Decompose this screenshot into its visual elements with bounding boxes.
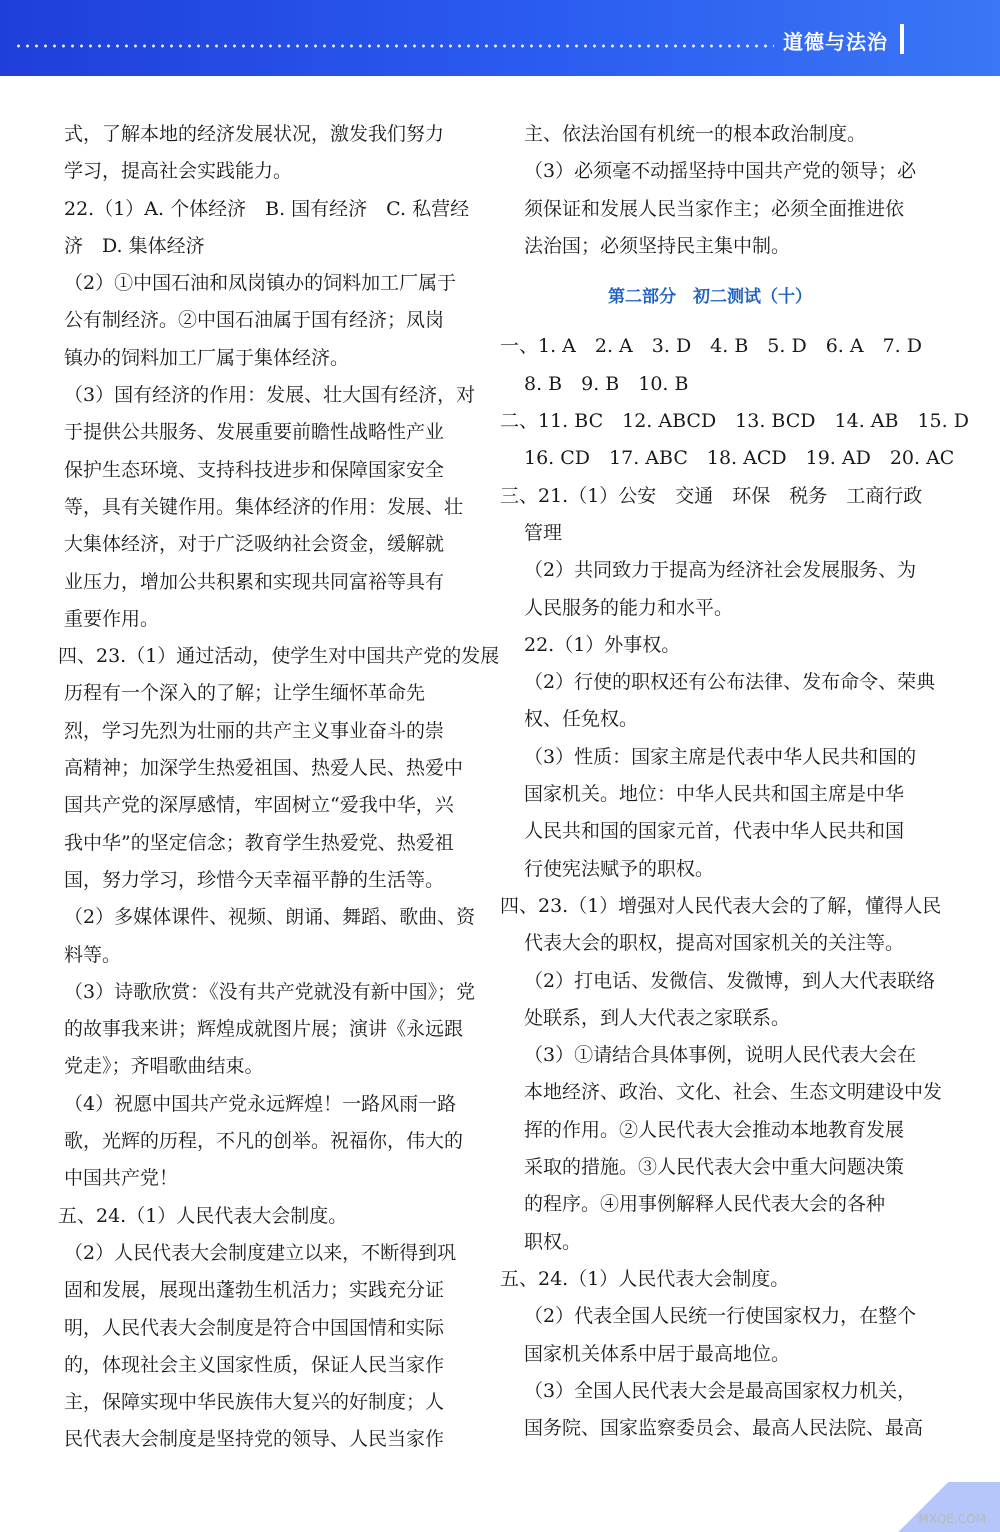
- text-line: 中国共产党！: [64, 1167, 179, 1190]
- text-line: 高精神；加深学生热爱祖国、热爱人民、热爱中: [64, 757, 464, 780]
- text-line: 公有制经济。②中国石油属于国有经济；凤岗: [64, 309, 445, 332]
- text-line: （3）①请结合具体事例，说明人民代表大会在: [524, 1044, 917, 1067]
- text-line: 国家机关体系中居于最高地位。: [524, 1342, 791, 1365]
- text-line: 主、依法治国有机统一的根本政治制度。: [524, 123, 867, 145]
- text-line: （2）人民代表大会制度建立以来，不断得到巩: [64, 1241, 457, 1264]
- text-line: （3）国有经济的作用：发展、壮大国有经济，对: [64, 384, 476, 407]
- text-line: 烈，学习先烈为壮丽的共产主义事业奋斗的崇: [64, 719, 445, 742]
- text-line: （2）多媒体课件、视频、朗诵、舞蹈、歌曲、资: [64, 906, 476, 929]
- text-line: 主，保障实现中华民族伟大复兴的好制度；人: [64, 1391, 445, 1414]
- text-line: 一、1. A 2. A 3. D 4. B 5. D 6. A 7. D: [500, 335, 922, 358]
- text-line: 的程序。④用事例解释人民代表大会的各种: [524, 1193, 886, 1216]
- text-line: 22.（1）A. 个体经济 B. 国有经济 C. 私营经: [64, 197, 470, 220]
- text-line: 重要作用。: [64, 607, 160, 630]
- text-line: 业压力，增加公共积累和实现共同富裕等具有: [64, 570, 445, 593]
- text-line: 三、21.（1）公安 交通 环保 税务 工商行政: [500, 484, 923, 507]
- right-column: [500, 116, 969, 1447]
- right-top-block: [500, 116, 920, 265]
- text-line: 济 D. 集体经济: [64, 234, 205, 257]
- text-line: 等，具有关键作用。集体经济的作用：发展、壮: [64, 495, 464, 518]
- text-line: 式，了解本地的经济发展状况，激发我们努力: [64, 123, 445, 145]
- text-line: 法治国；必须坚持民主集中制。: [524, 234, 791, 257]
- text-line: （2）①中国石油和凤岗镇办的饲料加工厂属于: [64, 272, 457, 295]
- text-line: （2）代表全国人民统一行使国家权力，在整个: [524, 1305, 917, 1328]
- text-line: 国家机关。地位：中华人民共和国主席是中华: [524, 783, 905, 806]
- left-column: [58, 116, 500, 1459]
- subject-title: 道德与法治: [783, 30, 888, 54]
- text-line: （4）祝愿中国共产党永远辉煌！一路风雨一路: [64, 1092, 457, 1115]
- text-line: 大集体经济，对于广泛吸纳社会资金，缓解就: [64, 533, 445, 556]
- text-line: 22.（1）外事权。: [524, 633, 681, 656]
- text-line: 五、24.（1）人民代表大会制度。: [58, 1204, 348, 1227]
- text-line: 党走》；齐唱歌曲结束。: [64, 1055, 264, 1078]
- header-dotted-line: [14, 44, 774, 48]
- text-line: 权、任免权。: [524, 708, 639, 731]
- text-line: （2）行使的职权还有公布法律、发布命令、荣典: [524, 671, 936, 694]
- text-line: 代表大会的职权，提高对国家机关的关注等。: [524, 932, 905, 955]
- text-line: 16. CD 17. ABC 18. ACD 19. AD 20. AC: [524, 447, 955, 470]
- text-line: 本地经济、政治、文化、社会、生态文明建设中发: [524, 1081, 943, 1104]
- text-line: 镇办的饲料加工厂属于集体经济。: [64, 346, 350, 369]
- text-line: 的，体现社会主义国家性质，保证人民当家作: [64, 1353, 445, 1376]
- text-line: （2）共同致力于提高为经济社会发展服务、为: [524, 559, 917, 582]
- header-band: [0, 0, 1000, 76]
- text-line: 8. B 9. B 10. B: [524, 372, 689, 395]
- text-line: 于提供公共服务、发展重要前瞻性战略性产业: [64, 421, 445, 444]
- text-line: （2）打电话、发微信、发微博，到人大代表联络: [524, 969, 936, 992]
- text-line: （3）诗歌欣赏：《没有共产党就没有新中国》；党: [64, 980, 476, 1003]
- text-line: 采取的措施。③人民代表大会中重大问题决策: [524, 1156, 905, 1179]
- text-line: 的故事我来讲；辉煌成就图片展；演讲《永远跟: [64, 1018, 464, 1041]
- text-line: 国共产党的深厚感情，牢固树立“爱我中华，兴: [64, 794, 454, 817]
- text-line: 固和发展，展现出蓬勃生机活力；实践充分证: [64, 1279, 445, 1302]
- text-line: 处联系，到人大代表之家联系。: [524, 1006, 791, 1029]
- right-main-block: [500, 328, 969, 1447]
- text-line: 须保证和发展人民当家作主；必须全面推进依: [524, 197, 905, 220]
- text-line: 四、23.（1）通过活动，使学生对中国共产党的发展: [58, 645, 500, 668]
- text-line: 国务院、国家监察委员会、最高人民法院、最高: [524, 1417, 924, 1440]
- text-line: 五、24.（1）人民代表大会制度。: [500, 1267, 790, 1290]
- text-line: 挥的作用。②人民代表大会推动本地教育发展: [524, 1118, 905, 1141]
- text-line: 我中华”的坚定信念；教育学生热爱党、热爱祖: [64, 831, 454, 854]
- text-line: 人民共和国的国家元首，代表中华人民共和国: [524, 820, 905, 843]
- header-divider: [900, 24, 904, 54]
- text-line: 明，人民代表大会制度是符合中国国情和实际: [64, 1316, 445, 1339]
- text-line: 国，努力学习，珍惜今天幸福平静的生活等。: [64, 868, 445, 891]
- text-line: 保护生态环境、支持科技进步和保障国家安全: [64, 458, 445, 481]
- text-line: （3）性质：国家主席是代表中华人民共和国的: [524, 745, 917, 768]
- text-line: 管理: [524, 521, 563, 544]
- text-line: 人民服务的能力和水平。: [524, 596, 734, 619]
- text-line: 四、23.（1）增强对人民代表大会的了解，懂得人民: [500, 894, 942, 917]
- text-line: 歌，光辉的历程，不凡的创举。祝福你，伟大的: [64, 1130, 464, 1153]
- text-line: 二、11. BC 12. ABCD 13. BCD 14. AB 15. D: [500, 410, 969, 433]
- text-line: 历程有一个深入的了解；让学生缅怀革命先: [64, 682, 426, 705]
- text-line: （3）全国人民代表大会是最高国家权力机关，: [524, 1379, 917, 1402]
- section-heading: 第二部分 初二测试（十）: [608, 287, 812, 308]
- watermark-text: MXQE.COM: [918, 1512, 986, 1526]
- text-line: （3）必须毫不动摇坚持中国共产党的领导；必: [524, 160, 917, 183]
- text-line: 学习，提高社会实践能力。: [64, 160, 293, 183]
- text-line: 料等。: [64, 943, 122, 966]
- text-line: 职权。: [524, 1230, 582, 1253]
- text-line: 民代表大会制度是坚持党的领导、人民当家作: [64, 1428, 445, 1451]
- text-line: 行使宪法赋予的职权。: [524, 857, 715, 880]
